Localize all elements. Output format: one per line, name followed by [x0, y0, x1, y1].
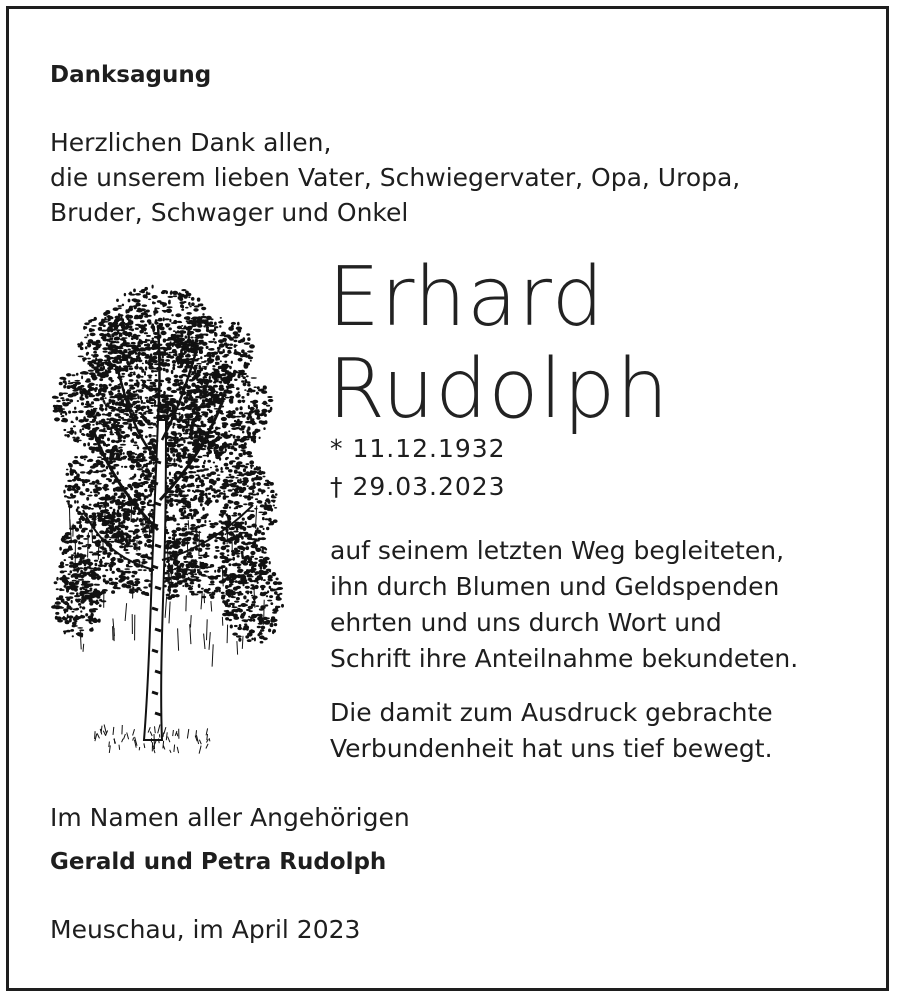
paragraph-line: auf seinem letzten Weg begleiteten, — [330, 536, 785, 565]
paragraph-line: Verbundenheit hat uns tief bewegt. — [330, 734, 773, 763]
deceased-name — [328, 252, 669, 436]
last-name: Rudolph — [328, 342, 670, 437]
signers: Gerald und Petra Rudolph — [50, 849, 387, 875]
intro-line: Herzlichen Dank allen, — [50, 128, 332, 157]
paragraph-line: ehrten und uns durch Wort und — [330, 608, 722, 637]
death-date: † 29.03.2023 — [330, 472, 506, 501]
notice-title: Danksagung — [50, 62, 212, 88]
birch-tree-illustration — [48, 270, 288, 765]
intro-text — [50, 125, 740, 230]
paragraph-line: ihn durch Blumen und Geldspenden — [330, 572, 780, 601]
paragraph-line: Die damit zum Ausdruck gebrachte — [330, 698, 773, 727]
closing-line: Im Namen aller Angehörigen — [50, 803, 410, 832]
first-name: Erhard — [328, 250, 605, 345]
birth-date: * 11.12.1932 — [330, 434, 506, 463]
tree-foliage — [51, 285, 284, 667]
paragraph-line: Schrift ihre Anteilnahme bekundeten. — [330, 644, 799, 673]
place-and-date: Meuschau, im April 2023 — [50, 915, 361, 944]
intro-line: Bruder, Schwager und Onkel — [50, 198, 409, 227]
thanks-paragraph-2 — [330, 695, 773, 767]
life-dates — [330, 430, 506, 506]
intro-line: die unserem lieben Vater, Schwiegervater, Opa, Uropa, — [50, 163, 741, 192]
thanks-paragraph-1 — [330, 533, 798, 677]
